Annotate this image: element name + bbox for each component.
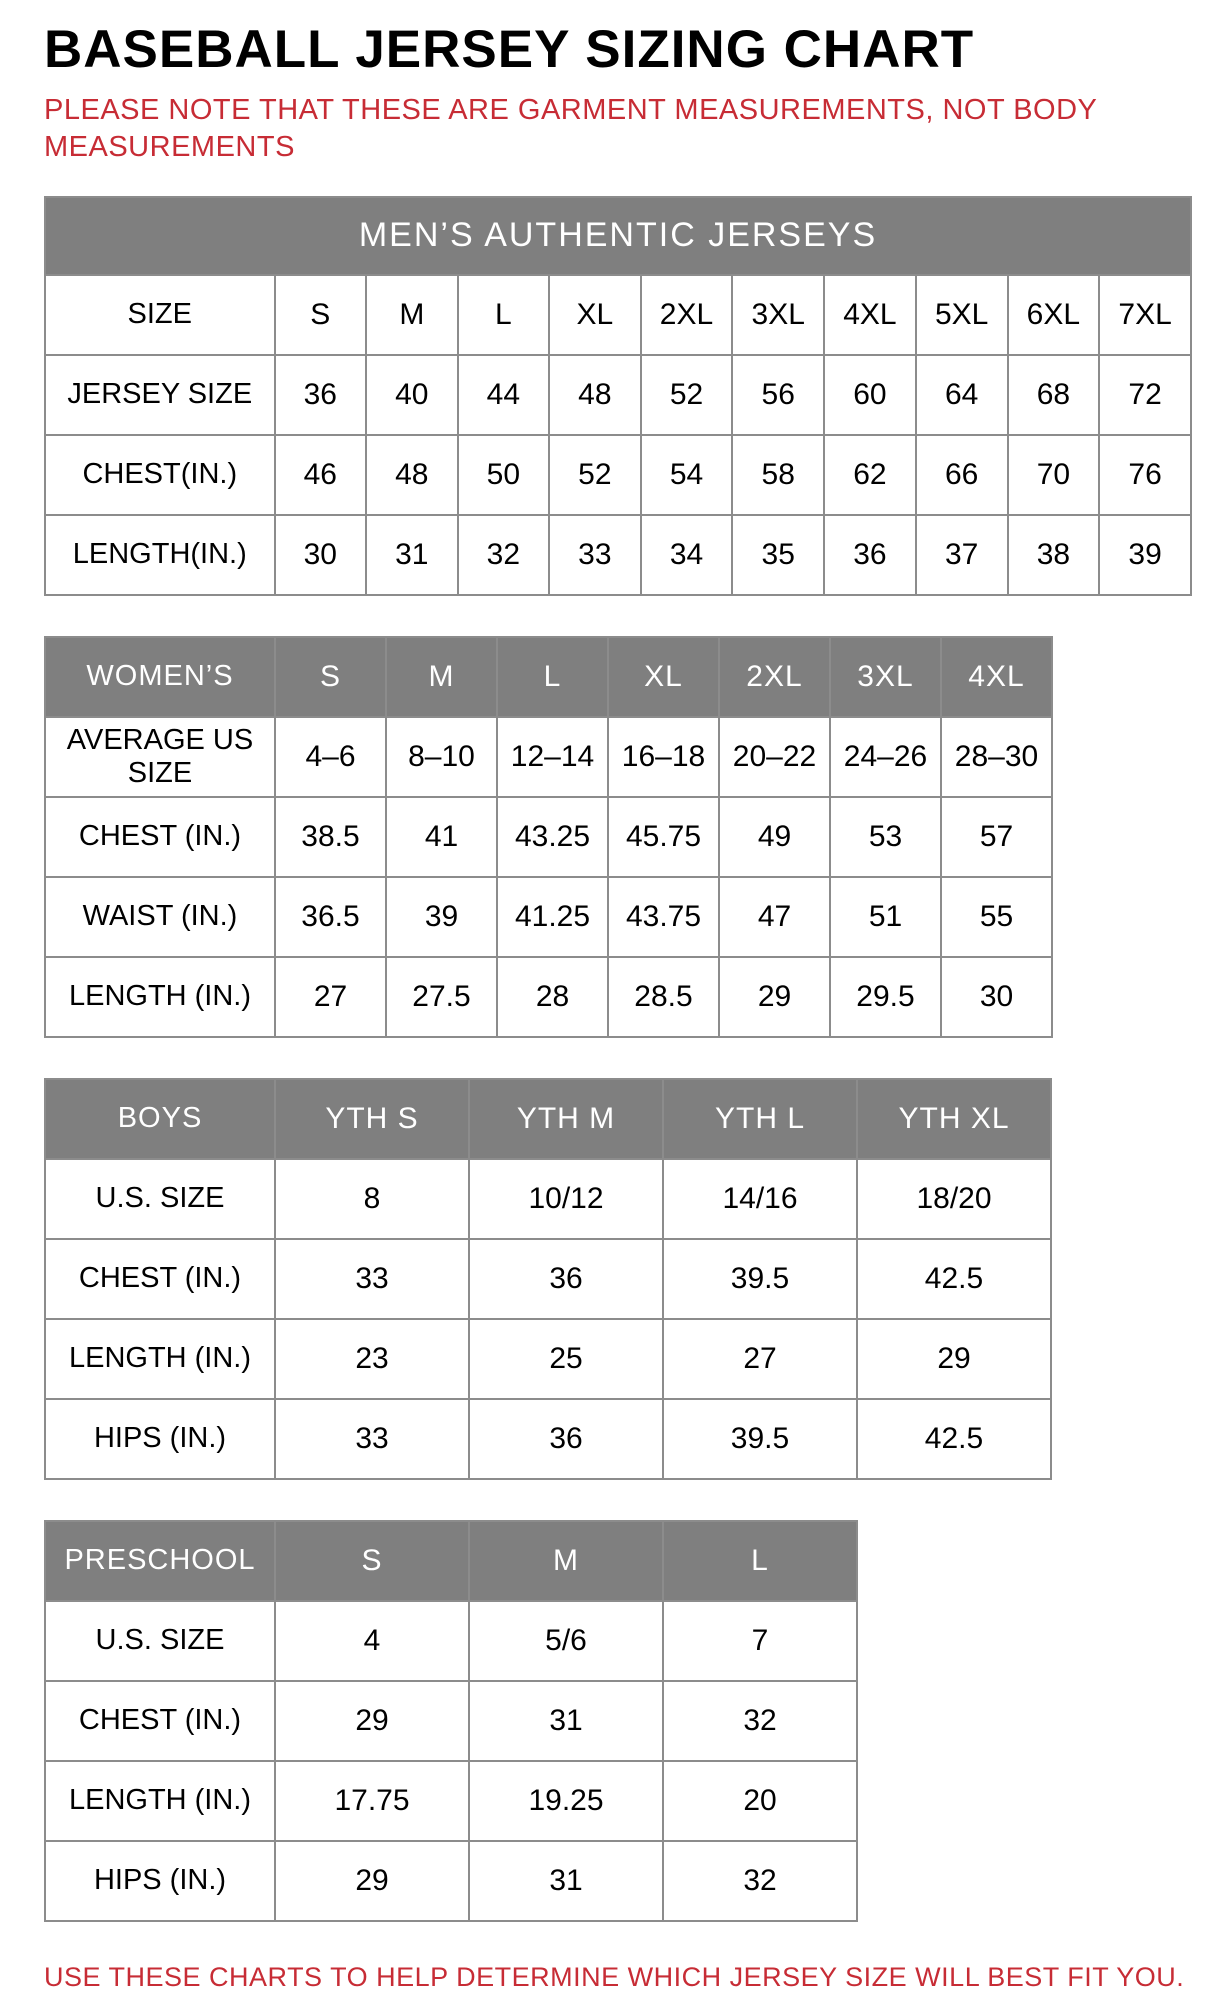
column-header: S [275,637,386,717]
womens-sizing-table [44,636,1053,1038]
preschool-header-row [45,1521,857,1601]
value-cell: 29 [275,1841,469,1921]
row-label: SIZE [45,275,275,355]
row-label: LENGTH (IN.) [45,1319,275,1399]
table-row [45,1841,857,1921]
table-row [45,1761,857,1841]
table-row [45,275,1191,355]
value-cell: 20–22 [719,717,830,797]
column-header: YTH S [275,1079,469,1159]
womens-header-label: WOMEN’S [45,637,275,717]
table-row [45,1319,1051,1399]
value-cell: 48 [549,355,641,435]
womens-header-row [45,637,1052,717]
value-cell: 42.5 [857,1399,1051,1479]
value-cell: 57 [941,797,1052,877]
value-cell: 28 [497,957,608,1037]
value-cell: 27.5 [386,957,497,1037]
garment-measurements-note: PLEASE NOTE THAT THESE ARE GARMENT MEASUREMENTS, NOT BODY MEASUREMENTS [44,93,1097,163]
row-label: LENGTH (IN.) [45,1761,275,1841]
value-cell: 50 [458,435,550,515]
column-header: 2XL [719,637,830,717]
value-cell: 53 [830,797,941,877]
value-cell: 36 [824,515,916,595]
value-cell: 8 [275,1159,469,1239]
column-header: 4XL [941,637,1052,717]
value-cell: 4XL [824,275,916,355]
value-cell: 28–30 [941,717,1052,797]
value-cell: 37 [916,515,1008,595]
table-row [45,717,1052,797]
row-label: CHEST (IN.) [45,1239,275,1319]
value-cell: 24–26 [830,717,941,797]
boys-header-row [45,1079,1051,1159]
value-cell: 18/20 [857,1159,1051,1239]
table-row [45,435,1191,515]
value-cell: 5/6 [469,1601,663,1681]
column-header: L [663,1521,857,1601]
value-cell: 36 [275,355,367,435]
row-label: U.S. SIZE [45,1601,275,1681]
table-row [45,515,1191,595]
value-cell: 8–10 [386,717,497,797]
value-cell: 39 [386,877,497,957]
value-cell: 28.5 [608,957,719,1037]
value-cell: 41 [386,797,497,877]
value-cell: 64 [916,355,1008,435]
table-row [45,1159,1051,1239]
page-title: BASEBALL JERSEY SIZING CHART [44,20,975,79]
value-cell: 39.5 [663,1239,857,1319]
value-cell: 62 [824,435,916,515]
value-cell: 72 [1099,355,1191,435]
value-cell: 35 [732,515,824,595]
value-cell: 52 [549,435,641,515]
value-cell: 54 [641,435,733,515]
value-cell: 58 [732,435,824,515]
value-cell: 23 [275,1319,469,1399]
column-header: M [469,1521,663,1601]
value-cell: 38 [1008,515,1100,595]
row-label: JERSEY SIZE [45,355,275,435]
value-cell: 27 [275,957,386,1037]
value-cell: 46 [275,435,367,515]
value-cell: 32 [663,1841,857,1921]
column-header: XL [608,637,719,717]
table-row [45,1681,857,1761]
value-cell: 20 [663,1761,857,1841]
table-row [45,877,1052,957]
row-label: CHEST(IN.) [45,435,275,515]
value-cell: 68 [1008,355,1100,435]
row-label: CHEST (IN.) [45,1681,275,1761]
value-cell: 25 [469,1319,663,1399]
value-cell: XL [549,275,641,355]
preschool-sizing-table [44,1520,858,1922]
footer-text: USE THESE CHARTS TO HELP DETERMINE WHICH JERSEY SIZE WILL BEST FIT YOU. [44,1961,1185,1992]
table-row [45,355,1191,435]
value-cell: 47 [719,877,830,957]
value-cell: 29.5 [830,957,941,1037]
value-cell: 16–18 [608,717,719,797]
value-cell: 36.5 [275,877,386,957]
column-header: S [275,1521,469,1601]
column-header: L [497,637,608,717]
row-label: LENGTH (IN.) [45,957,275,1037]
column-header: M [386,637,497,717]
value-cell: 76 [1099,435,1191,515]
mens-sizing-table [44,196,1192,596]
row-label: AVERAGE US SIZE [45,717,275,797]
column-header: YTH M [469,1079,663,1159]
value-cell: 43.25 [497,797,608,877]
value-cell: 33 [275,1239,469,1319]
value-cell: 32 [663,1681,857,1761]
value-cell: 36 [469,1399,663,1479]
boys-header-label: BOYS [45,1079,275,1159]
value-cell: 31 [366,515,458,595]
value-cell: 5XL [916,275,1008,355]
row-label: LENGTH(IN.) [45,515,275,595]
value-cell: 39.5 [663,1399,857,1479]
mens-banner: MEN’S AUTHENTIC JERSEYS [45,197,1191,275]
value-cell: 29 [719,957,830,1037]
value-cell: 56 [732,355,824,435]
value-cell: 36 [469,1239,663,1319]
value-cell: 48 [366,435,458,515]
value-cell: 38.5 [275,797,386,877]
sizing-tables-container [44,196,1192,1922]
value-cell: 60 [824,355,916,435]
row-label: HIPS (IN.) [45,1399,275,1479]
value-cell: 29 [275,1681,469,1761]
value-cell: 3XL [732,275,824,355]
value-cell: L [458,275,550,355]
boys-sizing-table [44,1078,1052,1480]
row-label: U.S. SIZE [45,1159,275,1239]
value-cell: 4–6 [275,717,386,797]
value-cell: 30 [941,957,1052,1037]
mens-banner-row [45,197,1191,275]
value-cell: 41.25 [497,877,608,957]
row-label: HIPS (IN.) [45,1841,275,1921]
table-row [45,1601,857,1681]
value-cell: 19.25 [469,1761,663,1841]
value-cell: 49 [719,797,830,877]
value-cell: 12–14 [497,717,608,797]
value-cell: 40 [366,355,458,435]
column-header: YTH XL [857,1079,1051,1159]
value-cell: 52 [641,355,733,435]
value-cell: 2XL [641,275,733,355]
value-cell: 14/16 [663,1159,857,1239]
value-cell: 29 [857,1319,1051,1399]
value-cell: 4 [275,1601,469,1681]
value-cell: 42.5 [857,1239,1051,1319]
value-cell: 32 [458,515,550,595]
table-row [45,957,1052,1037]
value-cell: 10/12 [469,1159,663,1239]
row-label: CHEST (IN.) [45,797,275,877]
value-cell: 31 [469,1681,663,1761]
value-cell: 31 [469,1841,663,1921]
preschool-header-label: PRESCHOOL [45,1521,275,1601]
value-cell: 44 [458,355,550,435]
value-cell: 39 [1099,515,1191,595]
value-cell: S [275,275,367,355]
value-cell: 43.75 [608,877,719,957]
value-cell: 27 [663,1319,857,1399]
column-header: 3XL [830,637,941,717]
table-row [45,1399,1051,1479]
value-cell: 33 [275,1399,469,1479]
value-cell: 70 [1008,435,1100,515]
value-cell: 34 [641,515,733,595]
column-header: YTH L [663,1079,857,1159]
value-cell: 7 [663,1601,857,1681]
value-cell: 66 [916,435,1008,515]
table-row [45,1239,1051,1319]
value-cell: 7XL [1099,275,1191,355]
value-cell: 45.75 [608,797,719,877]
value-cell: 6XL [1008,275,1100,355]
table-row [45,797,1052,877]
value-cell: 17.75 [275,1761,469,1841]
value-cell: 55 [941,877,1052,957]
value-cell: 33 [549,515,641,595]
value-cell: 30 [275,515,367,595]
row-label: WAIST (IN.) [45,877,275,957]
value-cell: 51 [830,877,941,957]
value-cell: M [366,275,458,355]
